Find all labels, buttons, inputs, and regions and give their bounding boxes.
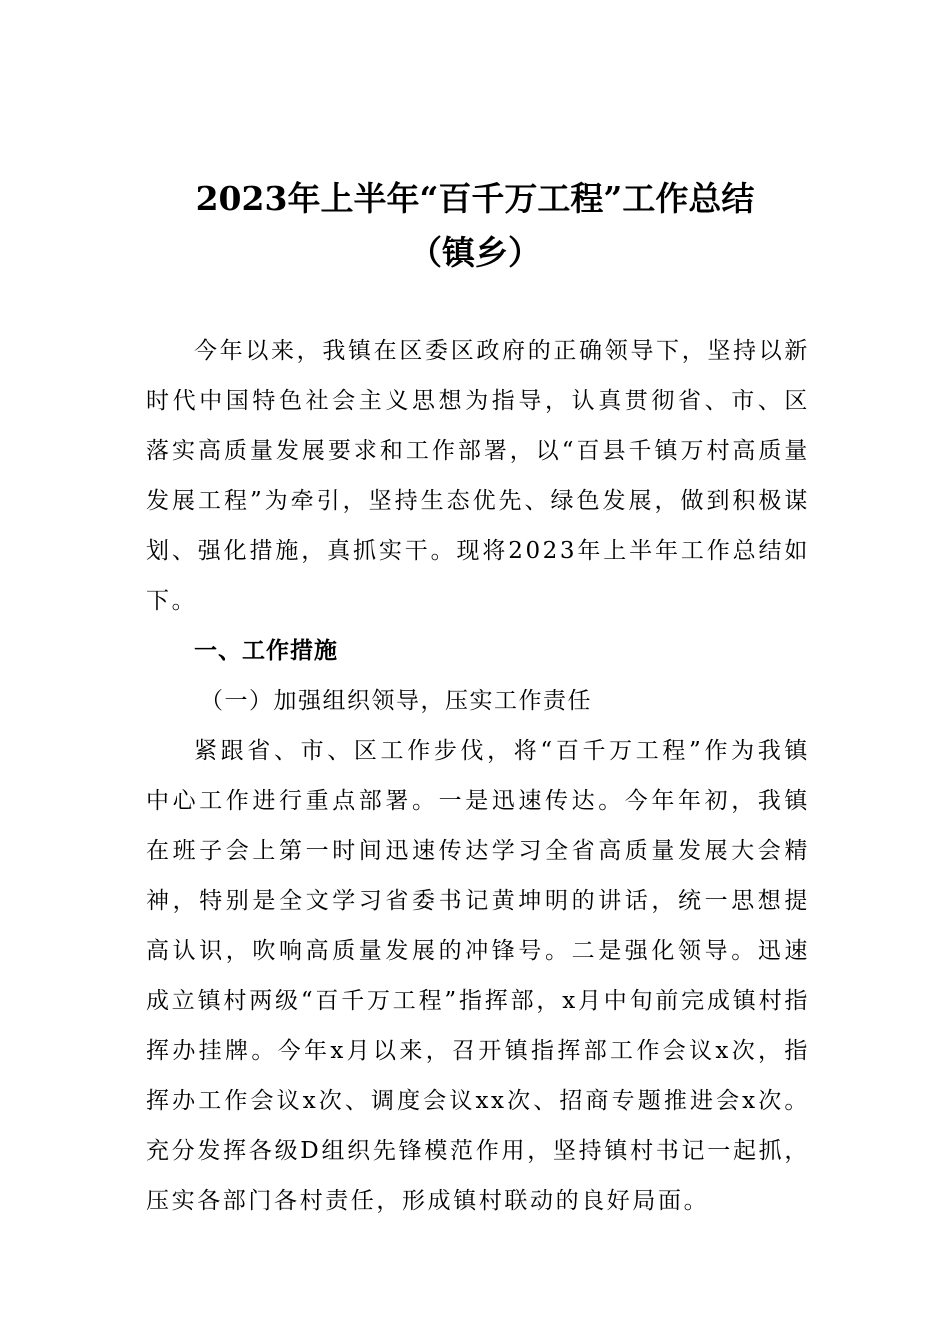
document-body [146, 326, 810, 1226]
intro-paragraph: 今年以来，我镇在区委区政府的正确领导下，坚持以新时代中国特色社会主义思想为指导，认真贯彻省、市、区落实高质量发展要求和工作部署，以“百县千镇万村高质量发展工程”为牵引，坚持生态优先、绿色发展，做到积极谋划、强化措施，真抓实干。现将2023年上半年工作总结如下。 [146, 338, 810, 614]
title-block [0, 172, 950, 280]
document-subtitle: （镇乡） [409, 233, 541, 272]
subsection-paragraph: 紧跟省、市、区工作步伐，将“百千万工程”作为我镇中心工作进行重点部署。一是迅速传达。今年年初，我镇在班子会上第一时间迅速传达学习全省高质量发展大会精神，特别是全文学习省委书记黄坤明的讲话，统一思想提高认识，吹响高质量发展的冲锋号。二是强化领导。迅速成立镇村两级“百千万工程”指挥部，x月中旬前完成镇村指挥办挂牌。今年x月以来，召开镇指挥部工作会议x次，指挥办工作会议x次、调度会议xx次、招商专题推进会x次。充分发挥各级D组织先锋模范作用，坚持镇村书记一起抓，压实各部门各村责任，形成镇村联动的良好局面。 [146, 738, 811, 1214]
section-heading-work-measures: 一、工作措施 [194, 638, 338, 664]
document-title: 2023年上半年“百千万工程”工作总结 [195, 179, 755, 218]
subsection-heading-organization: （一）加强组织领导，压实工作责任 [200, 688, 592, 714]
